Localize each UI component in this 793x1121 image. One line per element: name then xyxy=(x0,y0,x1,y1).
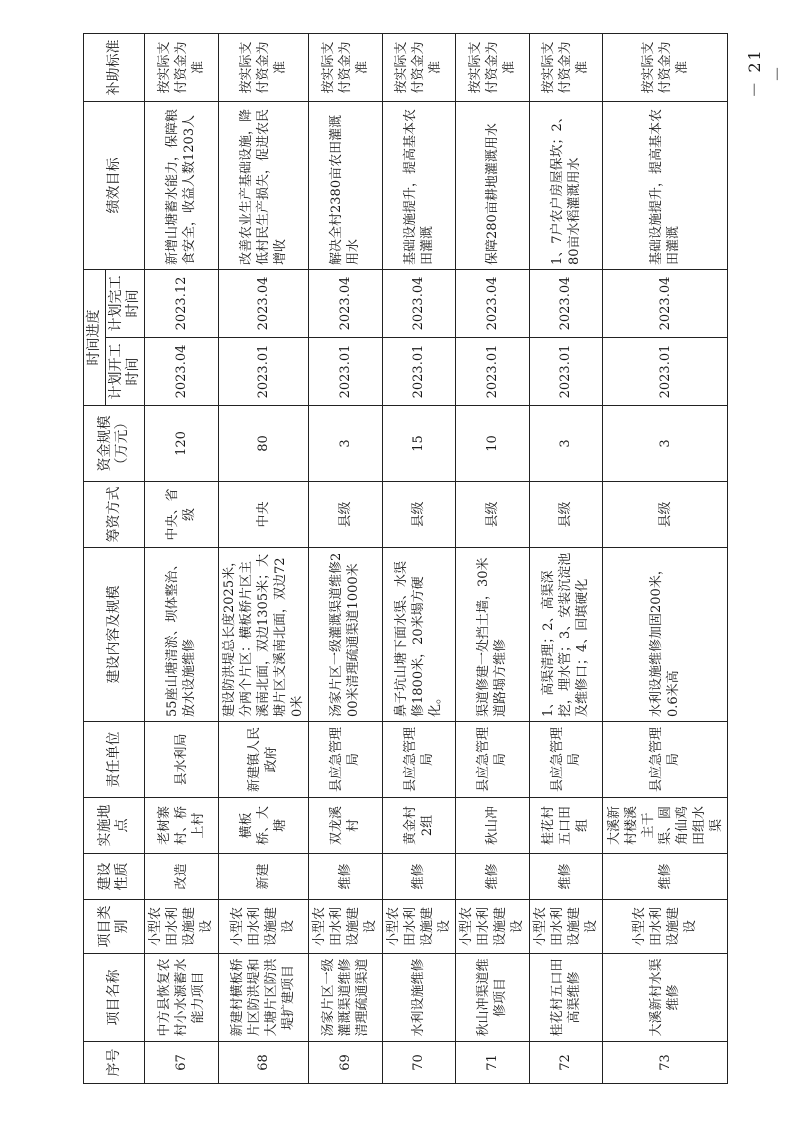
cell-funding: 县级 xyxy=(382,482,456,548)
cell-scale: 3 xyxy=(603,406,728,482)
cell-standard: 按实际支付资金为准 xyxy=(218,34,309,102)
cell-category: 小型农田水利设施建设 xyxy=(218,900,309,954)
table-row xyxy=(382,34,456,1084)
cell-name: 水利设施维修 xyxy=(382,954,456,1042)
cell-standard: 按实际支付资金为准 xyxy=(529,34,603,102)
cell-content: 55座山塘清淤、坝体整治、放水设施维修 xyxy=(145,548,219,722)
table-row xyxy=(309,34,383,1084)
cell-unit: 县应急管理局 xyxy=(529,722,603,798)
header-seq: 序号 xyxy=(84,1042,145,1084)
cell-funding: 中央 xyxy=(218,482,309,548)
cell-name: 桂花村五口田高渠维修 xyxy=(529,954,603,1042)
cell-location: 黄金村2组 xyxy=(382,798,456,854)
cell-goal: 新增山塘蓄水能力，保障粮食安全，收益人数1203人 xyxy=(145,102,219,270)
header-unit: 责任单位 xyxy=(84,722,145,798)
cell-scale: 120 xyxy=(145,406,219,482)
cell-standard: 按实际支付资金为准 xyxy=(456,34,530,102)
cell-end: 2023.04 xyxy=(309,270,383,338)
cell-location: 秋山冲 xyxy=(456,798,530,854)
cell-unit: 县应急管理局 xyxy=(382,722,456,798)
cell-standard: 按实际支付资金为准 xyxy=(603,34,728,102)
cell-nature: 新建 xyxy=(218,854,309,900)
header-content: 建设内容及规模 xyxy=(84,548,145,722)
cell-scale: 3 xyxy=(309,406,383,482)
header-goal: 绩效目标 xyxy=(84,102,145,270)
cell-location: 老树寨村、桥上村 xyxy=(145,798,219,854)
cell-location: 双龙溪村 xyxy=(309,798,383,854)
cell-funding: 县级 xyxy=(309,482,383,548)
cell-unit: 县应急管理局 xyxy=(456,722,530,798)
cell-category: 小型农田水利设施建设 xyxy=(145,900,219,954)
cell-goal: 保障280亩耕地灌溉用水 xyxy=(456,102,530,270)
cell-start: 2023.04 xyxy=(145,338,219,406)
cell-content: 鼻子坑山塘下面水渠、水渠修1800米，20米塌方硬化。 xyxy=(382,548,456,722)
cell-seq: 70 xyxy=(382,1042,456,1084)
cell-name: 汤家片区一级灌溉渠道维修清理疏通渠道 xyxy=(309,954,383,1042)
cell-end: 2023.12 xyxy=(145,270,219,338)
cell-goal: 解决全村2380亩农田灌溉用水 xyxy=(309,102,383,270)
cell-goal: 基础设施提升，提高基本农田灌溉 xyxy=(603,102,728,270)
cell-nature: 维修 xyxy=(603,854,728,900)
cell-end: 2023.04 xyxy=(529,270,603,338)
cell-standard: 按实际支付资金为准 xyxy=(145,34,219,102)
cell-goal: 改善农业生产基础设施，降低村民生产损失，促进农民增收 xyxy=(218,102,309,270)
cell-standard: 按实际支付资金为准 xyxy=(309,34,383,102)
cell-name: 中方县恢复农村小水源蓄水能力项目 xyxy=(145,954,219,1042)
cell-start: 2023.01 xyxy=(603,338,728,406)
cell-start: 2023.01 xyxy=(456,338,530,406)
cell-content: 1、高渠清理；2、高渠深挖，埋水管；3、安装沉淀池及维修口；4、回填硬化 xyxy=(529,548,603,722)
header-end: 计划完工时间 xyxy=(106,270,145,338)
cell-scale: 10 xyxy=(456,406,530,482)
cell-funding: 县级 xyxy=(603,482,728,548)
cell-location: 桂花村五口田组 xyxy=(529,798,603,854)
header-funding: 筹资方式 xyxy=(84,482,145,548)
cell-content: 水利设施维修加固200米，0.6米高 xyxy=(603,548,728,722)
table-row xyxy=(218,34,309,1084)
cell-start: 2023.01 xyxy=(218,338,309,406)
table-row xyxy=(456,34,530,1084)
table-row xyxy=(603,34,728,1084)
cell-category: 小型农田水利设施建设 xyxy=(529,900,603,954)
cell-standard: 按实际支付资金为准 xyxy=(382,34,456,102)
page-number: － 21 － xyxy=(745,48,787,98)
table-row xyxy=(529,34,603,1084)
cell-unit: 新建镇人民政府 xyxy=(218,722,309,798)
cell-nature: 维修 xyxy=(529,854,603,900)
cell-scale: 3 xyxy=(529,406,603,482)
cell-unit: 县水利局 xyxy=(145,722,219,798)
cell-funding: 县级 xyxy=(456,482,530,548)
cell-content: 汤家片区一级灌溉渠道维修200米清理疏通渠道1000米 xyxy=(309,548,383,722)
cell-end: 2023.04 xyxy=(603,270,728,338)
cell-category: 小型农田水利设施建设 xyxy=(456,900,530,954)
cell-unit: 县应急管理局 xyxy=(309,722,383,798)
cell-seq: 71 xyxy=(456,1042,530,1084)
cell-goal: 1、7户农户房屋保坎；2、80亩水稻灌溉用水 xyxy=(529,102,603,270)
cell-seq: 67 xyxy=(145,1042,219,1084)
header-category: 项目类别 xyxy=(84,900,145,954)
cell-seq: 72 xyxy=(529,1042,603,1084)
cell-funding: 中央、省级 xyxy=(145,482,219,548)
cell-seq: 68 xyxy=(218,1042,309,1084)
cell-unit: 县应急管理局 xyxy=(603,722,728,798)
cell-seq: 69 xyxy=(309,1042,383,1084)
header-name: 项目名称 xyxy=(84,954,145,1042)
cell-location: 大溪新村楼溪主干渠、圆角仙鸡田组水渠 xyxy=(603,798,728,854)
project-table xyxy=(83,33,728,1084)
cell-start: 2023.01 xyxy=(309,338,383,406)
header-start: 计划开工时间 xyxy=(106,338,145,406)
cell-name: 秋山冲渠道维修项目 xyxy=(456,954,530,1042)
cell-scale: 80 xyxy=(218,406,309,482)
cell-end: 2023.04 xyxy=(218,270,309,338)
cell-location: 横板桥、大塘 xyxy=(218,798,309,854)
header-scale: 资金规模（万元） xyxy=(84,406,145,482)
cell-start: 2023.01 xyxy=(382,338,456,406)
cell-goal: 基础设施提升，提高基本农田灌溉 xyxy=(382,102,456,270)
cell-start: 2023.01 xyxy=(529,338,603,406)
cell-scale: 15 xyxy=(382,406,456,482)
cell-end: 2023.04 xyxy=(456,270,530,338)
cell-funding: 县级 xyxy=(529,482,603,548)
cell-nature: 改造 xyxy=(145,854,219,900)
table-row xyxy=(145,34,219,1084)
header-location: 实施地点 xyxy=(84,798,145,854)
cell-end: 2023.04 xyxy=(382,270,456,338)
header-nature: 建设性质 xyxy=(84,854,145,900)
cell-nature: 维修 xyxy=(456,854,530,900)
cell-category: 小型农田水利设施建设 xyxy=(309,900,383,954)
cell-name: 新建村横板桥片区防洪堤和大塘片区防洪堤扩建项目 xyxy=(218,954,309,1042)
cell-content: 建设防洪堤总长度2025米，分两个片区：横板桥片区主溪南北面，双边1305米；大塘片区支溪南北面，双边720米 xyxy=(218,548,309,722)
cell-category: 小型农田水利设施建设 xyxy=(382,900,456,954)
cell-nature: 维修 xyxy=(382,854,456,900)
header-standard: 补助标准 xyxy=(84,34,145,102)
cell-content: 渠道修建一处挡土墙，30米道路塌方维修 xyxy=(456,548,530,722)
cell-name: 大溪新村水渠维修 xyxy=(603,954,728,1042)
cell-category: 小型农田水利设施建设 xyxy=(603,900,728,954)
cell-seq: 73 xyxy=(603,1042,728,1084)
cell-nature: 维修 xyxy=(309,854,383,900)
header-progress: 时间进度 xyxy=(84,270,106,406)
